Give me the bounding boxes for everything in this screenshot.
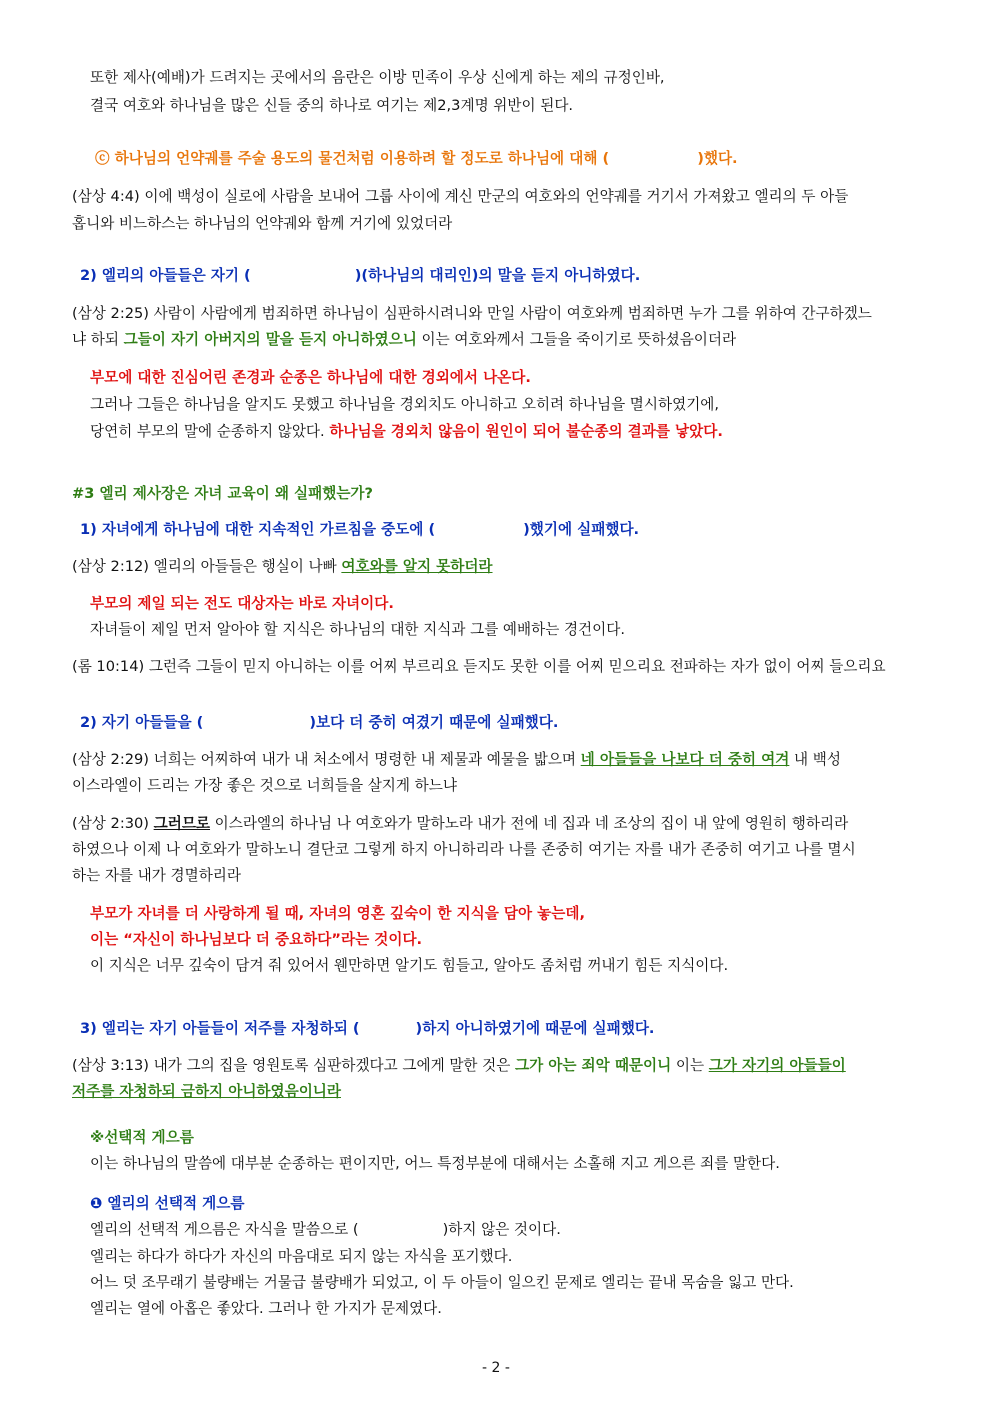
verse-line <box>72 814 848 834</box>
verse-line <box>72 557 493 577</box>
text-line: 그러나 그들은 하나님을 알지도 못했고 하나님을 경외치도 아니하고 오히려 하나님을 멸시하였기에, <box>90 396 720 413</box>
subheading-1 <box>80 520 639 540</box>
subheading-3 <box>80 1019 654 1039</box>
verse-text: (삼상 2:29) 너희는 어찌하여 내가 내 처소에서 명령한 내 제물과 예물을 밟으며 <box>72 751 581 768</box>
text-line: 또한 제사(예배)가 드려지는 곳에서의 음란은 이방 민족이 우상 신에게 하는 제의 규정인바, <box>90 69 665 86</box>
heading-text-end: )하지 아니하였기에 때문에 실패했다. <box>415 1020 655 1037</box>
verse-line <box>72 750 841 770</box>
emphasis-line: 이는 “자신이 하나님보다 더 중요하다”라는 것이다. <box>90 931 423 948</box>
verse-highlight: 여호와를 알지 못하더라 <box>341 558 493 575</box>
heading-text-end: )(하나님의 대리인)의 말을 듣지 아니하였다. <box>354 267 641 284</box>
verse-text: 냐 하되 <box>72 331 124 348</box>
text-line: 엘리는 하다가 하다가 자신의 마음대로 되지 않는 자식을 포기했다. <box>90 1248 513 1265</box>
text-line: 엘리는 열에 아홉은 좋았다. 그러나 한 가지가 문제였다. <box>90 1300 442 1317</box>
heading-text: 2) 엘리의 아들들은 자기 ( <box>80 267 251 284</box>
emphasis-text: 하나님을 경외치 않음이 원인이 되어 불순종의 결과를 낳았다. <box>329 423 723 440</box>
heading-text-end: )보다 더 중히 여겼기 때문에 실패했다. <box>309 714 559 731</box>
verse-line: 하였으나 이제 나 여호와가 말하노니 결단코 그렇게 하지 아니하리라 나를 존중히 여기는 자를 내가 존중히 여기고 나를 멸시 <box>72 841 856 858</box>
text-line <box>90 422 723 442</box>
verse-highlight-underline: 그가 자기의 아들들이 <box>708 1057 846 1074</box>
verse-text: (삼상 2:12) 엘리의 아들들은 행실이 나빠 <box>72 558 342 575</box>
verse-text: (삼상 2:30) <box>72 815 154 832</box>
verse-highlight-underline: 저주를 자청하되 금하지 아니하였음이니라 <box>72 1083 341 1100</box>
section-heading-2 <box>80 266 640 286</box>
selective-laziness-title: ※선택적 게으름 <box>90 1129 194 1146</box>
verse-text: 이는 여호와께서 그들을 죽이기로 뜻하셨음이더라 <box>416 331 737 348</box>
verse-text: 이는 <box>671 1057 709 1074</box>
heading-text-end: )했기에 실패했다. <box>523 521 640 538</box>
verse-highlight: 네 아들들을 나보다 더 중히 여겨 <box>580 751 790 768</box>
emphasis-line: 부모에 대한 진심어린 존경과 순종은 하나님에 대한 경외에서 나온다. <box>90 369 531 386</box>
emphasis-line: 부모의 제일 되는 전도 대상자는 바로 자녀이다. <box>90 595 394 612</box>
text-line: 어느 덧 조무래기 불량배는 거물급 불량배가 되었고, 이 두 아들이 일으킨 문제로 엘리는 끝내 목숨을 잃고 만다. <box>90 1274 794 1291</box>
verse-line: (롬 10:14) 그런즉 그들이 믿지 아니하는 이를 어찌 부르리요 듣지도 못한 이를 어찌 믿으리요 전파하는 자가 없이 어찌 들으리요 <box>72 658 886 675</box>
text: )하지 않은 것이다. <box>442 1221 561 1238</box>
page-number: - 2 - <box>482 1360 510 1376</box>
text-line: 결국 여호와 하나님을 많은 신들 중의 하나로 여기는 제2,3계명 위반이 된다. <box>90 97 574 114</box>
verse-highlight: 그들이 자기 아버지의 말을 듣지 아니하였으니 <box>123 331 417 348</box>
verse-line: 이스라엘이 드리는 가장 좋은 것으로 너희들을 살지게 하느냐 <box>72 777 457 794</box>
subheading-2 <box>80 713 558 733</box>
verse-text: (삼상 3:13) 내가 그의 집을 영원토록 심판하겠다고 그에게 말한 것은 <box>72 1057 515 1074</box>
verse-line <box>72 1056 846 1076</box>
verse-text: 이스라엘의 하나님 나 여호와가 말하노라 내가 전에 네 집과 네 조상의 집이 내 앞에 영원히 행하리라 <box>210 815 849 832</box>
text-line <box>90 1220 561 1240</box>
heading-text: 1) 자녀에게 하나님에 대한 지속적인 가르침을 중도에 ( <box>80 521 436 538</box>
verse-line <box>72 330 736 350</box>
verse-line <box>72 1082 341 1102</box>
point-c-text: ⓒ 하나님의 언약궤를 주술 용도의 물건처럼 이용하려 할 정도로 하나님에 대해 ( <box>95 150 610 167</box>
point-c-text-end: )했다. <box>697 150 738 167</box>
text: 당연히 부모의 말에 순종하지 않았다. <box>90 423 330 440</box>
verse-line: (삼상 2:25) 사람이 사람에게 범죄하면 하나님이 심판하시려니와 만일 사람이 여호와께 범죄하면 누가 그를 위하여 간구하겠느 <box>72 305 872 322</box>
verse-highlight: 그가 아는 죄악 때문이니 <box>515 1057 672 1074</box>
heading-text: 2) 자기 아들들을 ( <box>80 714 204 731</box>
point-c-heading <box>95 149 738 169</box>
verse-underline: 그러므로 <box>153 815 211 832</box>
text: 엘리의 선택적 게으름은 자식을 말씀으로 ( <box>90 1221 359 1238</box>
text-line: 자녀들이 제일 먼저 알아야 할 지식은 하나님의 대한 지식과 그를 예배하는 경건이다. <box>90 621 625 638</box>
eli-subtitle: ❶ 엘리의 선택적 게으름 <box>90 1195 245 1212</box>
text-line: 이 지식은 너무 깊숙이 담겨 줘 있어서 웬만하면 알기도 힘들고, 알아도 좀처럼 꺼내기 힘든 지식이다. <box>90 957 729 974</box>
verse-line: (삼상 4:4) 이에 백성이 실로에 사람을 보내어 그룹 사이에 계신 만군의 여호와의 언약궤를 거기서 가져왔고 엘리의 두 아들 <box>72 188 849 205</box>
section-heading-3: #3 엘리 제사장은 자녀 교육이 왜 실패했는가? <box>72 485 373 502</box>
verse-line: 홉니와 비느하스는 하나님의 언약궤와 함께 거기에 있었더라 <box>72 215 453 232</box>
verse-text: 내 백성 <box>789 751 841 768</box>
verse-line: 하는 자를 내가 경멸하리라 <box>72 867 241 884</box>
text-line: 이는 하나님의 말씀에 대부분 순종하는 편이지만, 어느 특정부분에 대해서는 소홀해 지고 게으른 죄를 말한다. <box>90 1155 780 1172</box>
emphasis-line: 부모가 자녀를 더 사랑하게 될 때, 자녀의 영혼 깊숙이 한 지식을 담아 놓는데, <box>90 905 585 922</box>
heading-text: 3) 엘리는 자기 아들들이 저주를 자청하되 ( <box>80 1020 360 1037</box>
